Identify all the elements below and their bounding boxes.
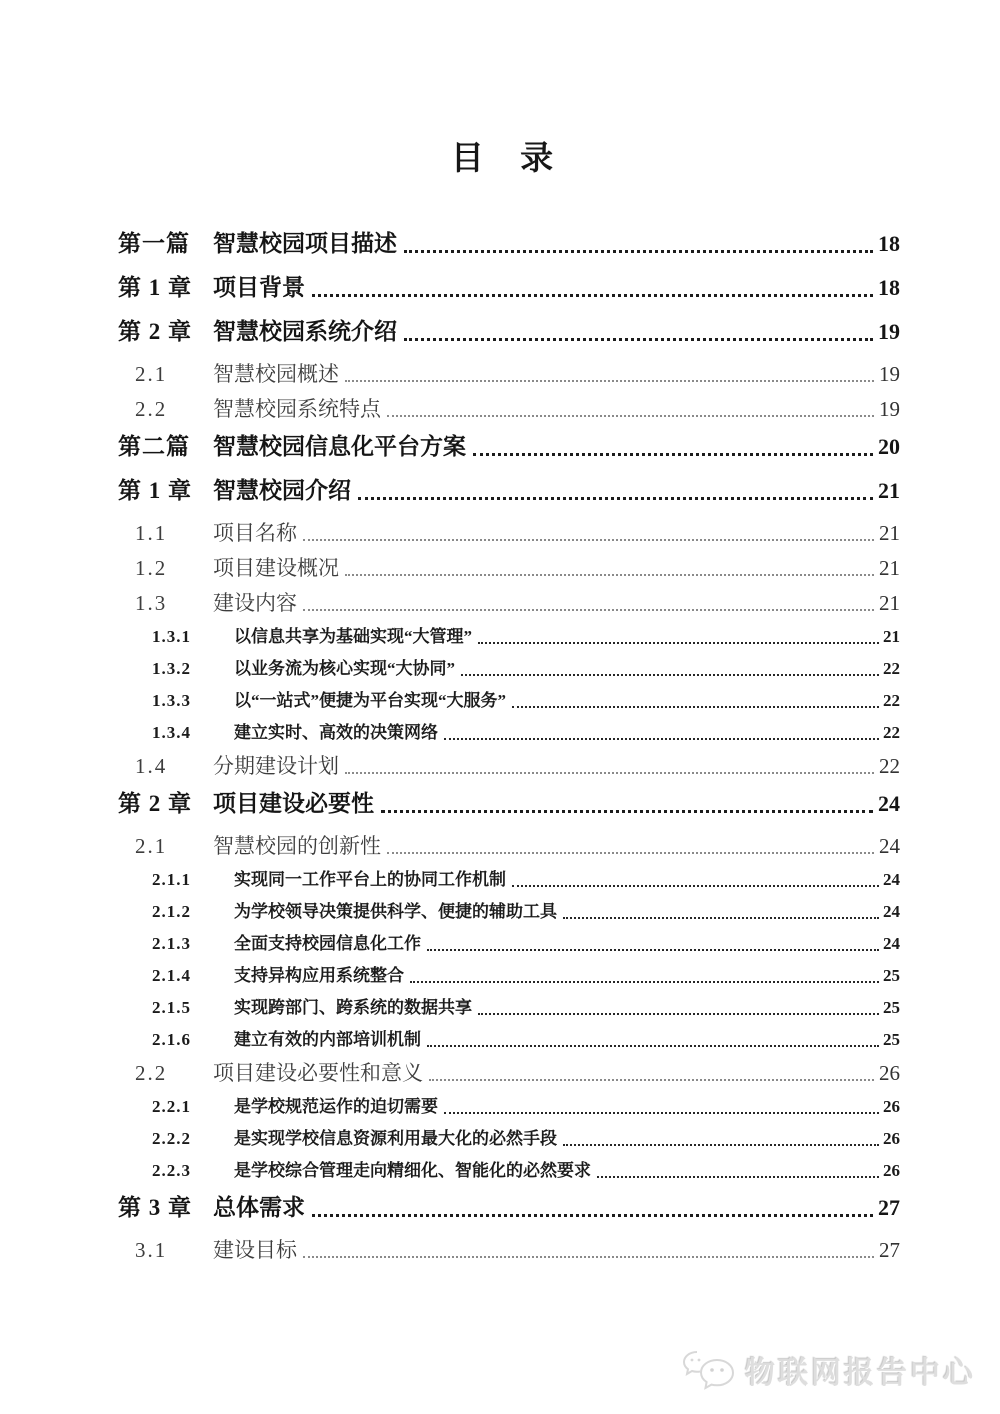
toc-entry-title: 智慧校园系统特点 <box>213 397 381 421</box>
toc-entry-number: 2.2.3 <box>152 1161 191 1180</box>
toc-entry-page: 26 <box>879 1061 900 1085</box>
dot-leader <box>444 1112 879 1114</box>
toc-entry-number: 2.1.1 <box>152 870 191 889</box>
toc-entry-number: 第 3 章 <box>118 1195 192 1220</box>
toc-entry-number: 第 1 章 <box>118 275 192 300</box>
toc-entry <box>118 931 900 957</box>
toc-entry <box>118 475 900 507</box>
toc-entry-title: 建立实时、高效的决策网络 <box>234 723 438 742</box>
toc-entry-page: 22 <box>883 659 900 678</box>
toc-entry-page: 18 <box>878 231 900 256</box>
toc-entry-page: 22 <box>879 754 900 778</box>
dot-leader <box>404 338 873 341</box>
toc-entry <box>118 554 900 582</box>
toc-entry <box>118 752 900 780</box>
toc-entry-title: 项目建设概况 <box>213 556 339 580</box>
toc-entry-number: 2.2 <box>135 1061 168 1085</box>
toc-entry-number: 2.2.2 <box>152 1129 191 1148</box>
wechat-bubbles-icon <box>681 1348 737 1392</box>
dot-leader <box>429 1079 874 1081</box>
dot-leader <box>303 539 874 541</box>
toc-entry <box>118 995 900 1021</box>
toc-entry-title: 智慧校园的创新性 <box>213 834 381 858</box>
toc-entry-number: 2.1 <box>135 362 168 386</box>
dot-leader <box>312 294 873 297</box>
toc-entry-title: 为学校领导决策提供科学、便捷的辅助工具 <box>234 902 557 921</box>
toc-entry <box>118 624 900 650</box>
toc-entry-page: 26 <box>883 1161 900 1180</box>
dot-leader <box>303 1256 874 1258</box>
toc-entry <box>118 832 900 860</box>
toc-entry-page: 22 <box>883 691 900 710</box>
toc-entry <box>118 589 900 617</box>
toc-entry-page: 21 <box>879 556 900 580</box>
toc-entry <box>118 272 900 304</box>
toc-entry-title: 建设内容 <box>213 591 297 615</box>
toc-entry-title: 项目名称 <box>213 521 297 545</box>
toc-entry-number: 3.1 <box>135 1238 168 1262</box>
toc-entry-number: 2.1.2 <box>152 902 191 921</box>
dot-leader <box>404 250 873 253</box>
dot-leader <box>410 981 879 983</box>
toc-entry-title: 以信息共享为基础实现“大管理” <box>234 627 472 646</box>
toc-entry-number: 2.1.4 <box>152 966 191 985</box>
toc-entry-number: 2.2 <box>135 397 168 421</box>
toc-entry-number: 1.1 <box>135 521 168 545</box>
toc-entry <box>118 788 900 820</box>
toc-entry-page: 27 <box>878 1195 900 1220</box>
dot-leader <box>563 1144 879 1146</box>
toc-entry <box>118 316 900 348</box>
toc-entry-page: 21 <box>879 591 900 615</box>
dot-leader <box>345 772 874 774</box>
toc-entry-title: 以“一站式”便捷为平台实现“大服务” <box>234 691 506 710</box>
toc-entry-title: 智慧校园项目描述 <box>213 231 397 256</box>
dot-leader <box>478 642 879 644</box>
toc-entry-title: 智慧校园介绍 <box>213 478 351 503</box>
dot-leader <box>563 917 879 919</box>
toc-entry-title: 项目背景 <box>213 275 305 300</box>
toc-entry <box>118 688 900 714</box>
dot-leader <box>478 1013 879 1015</box>
toc-entry-page: 24 <box>883 870 900 889</box>
dot-leader <box>381 810 873 813</box>
dot-leader <box>345 574 874 576</box>
toc-entry-title: 智慧校园信息化平台方案 <box>213 434 466 459</box>
watermark <box>681 1348 976 1392</box>
toc-entry <box>118 228 900 260</box>
toc-entry-title: 支持异构应用系统整合 <box>234 966 404 985</box>
dot-leader <box>387 415 874 417</box>
toc-entry-page: 18 <box>878 275 900 300</box>
toc-entry-page: 20 <box>878 434 900 459</box>
toc-entry-page: 21 <box>878 478 900 503</box>
toc-entry-title: 实现同一工作平台上的协同工作机制 <box>234 870 506 889</box>
toc-entry-page: 24 <box>883 934 900 953</box>
watermark-text: 物联网报告中心 <box>745 1357 976 1390</box>
toc-entry <box>118 431 900 463</box>
toc-entry <box>118 1236 900 1264</box>
toc-entry-title: 智慧校园概述 <box>213 362 339 386</box>
toc-entry <box>118 1192 900 1224</box>
dot-leader <box>303 609 874 611</box>
dot-leader <box>597 1176 879 1178</box>
toc-entry <box>118 395 900 423</box>
toc-entry-number: 1.3.2 <box>152 659 191 678</box>
toc-entry-number: 第一篇 <box>118 231 190 256</box>
toc-entry-number: 第二篇 <box>118 434 190 459</box>
toc-entry <box>118 1027 900 1053</box>
toc-entry-number: 1.2 <box>135 556 168 580</box>
toc-entry-number: 1.3.3 <box>152 691 191 710</box>
dot-leader <box>387 852 874 854</box>
toc-entry-title: 以业务流为核心实现“大协同” <box>234 659 455 678</box>
toc-entry <box>118 1094 900 1120</box>
toc-entry-number: 2.2.1 <box>152 1097 191 1116</box>
toc-entry <box>118 963 900 989</box>
toc-entry-page: 26 <box>883 1129 900 1148</box>
toc-entry-number: 1.3.4 <box>152 723 191 742</box>
toc-entry <box>118 519 900 547</box>
toc-entry-page: 27 <box>879 1238 900 1262</box>
toc-entry-page: 24 <box>878 791 900 816</box>
toc-entry-number: 第 2 章 <box>118 319 192 344</box>
toc-entry <box>118 720 900 746</box>
dot-leader <box>512 706 879 708</box>
toc-entry-number: 2.1.3 <box>152 934 191 953</box>
toc-entry-number: 2.1 <box>135 834 168 858</box>
toc-entry-page: 21 <box>879 521 900 545</box>
dot-leader <box>473 453 873 456</box>
toc-entry <box>118 656 900 682</box>
toc-entry <box>118 1059 900 1087</box>
dot-leader <box>345 380 874 382</box>
toc-entry <box>118 1126 900 1152</box>
dot-leader <box>427 949 879 951</box>
toc-entry-page: 25 <box>883 998 900 1017</box>
toc-entry <box>118 899 900 925</box>
toc-entry <box>118 867 900 893</box>
toc-entry-title: 建设目标 <box>213 1238 297 1262</box>
toc-entry-page: 22 <box>883 723 900 742</box>
dot-leader <box>444 738 879 740</box>
table-of-contents <box>118 228 900 1264</box>
dot-leader <box>358 497 873 500</box>
dot-leader <box>512 885 879 887</box>
dot-leader <box>461 674 879 676</box>
toc-entry-page: 24 <box>883 902 900 921</box>
toc-entry-page: 26 <box>883 1097 900 1116</box>
toc-entry-page: 24 <box>879 834 900 858</box>
toc-entry-page: 19 <box>879 397 900 421</box>
toc-entry-title: 项目建设必要性和意义 <box>213 1061 423 1085</box>
toc-entry-number: 第 2 章 <box>118 791 192 816</box>
toc-entry-title: 建立有效的内部培训机制 <box>234 1030 421 1049</box>
toc-entry-page: 19 <box>878 319 900 344</box>
toc-entry-title: 分期建设计划 <box>213 754 339 778</box>
toc-entry-title: 总体需求 <box>213 1195 305 1220</box>
dot-leader <box>312 1214 873 1217</box>
dot-leader <box>427 1045 879 1047</box>
toc-entry-title: 是学校综合管理走向精细化、智能化的必然要求 <box>234 1161 591 1180</box>
toc-entry-title: 是学校规范运作的迫切需要 <box>234 1097 438 1116</box>
toc-entry-title: 实现跨部门、跨系统的数据共享 <box>234 998 472 1017</box>
toc-entry-page: 19 <box>879 362 900 386</box>
toc-entry <box>118 1158 900 1184</box>
toc-entry-number: 1.4 <box>135 754 168 778</box>
page-title: 目 录 <box>450 141 568 177</box>
toc-entry-number: 1.3 <box>135 591 168 615</box>
toc-entry-number: 2.1.6 <box>152 1030 191 1049</box>
toc-entry-title: 智慧校园系统介绍 <box>213 319 397 344</box>
toc-entry-title: 项目建设必要性 <box>213 791 374 816</box>
toc-entry-page: 25 <box>883 966 900 985</box>
toc-entry-title: 是实现学校信息资源利用最大化的必然手段 <box>234 1129 557 1148</box>
toc-entry-page: 21 <box>883 627 900 646</box>
toc-entry-page: 25 <box>883 1030 900 1049</box>
toc-entry <box>118 360 900 388</box>
toc-entry-number: 2.1.5 <box>152 998 191 1017</box>
toc-entry-title: 全面支持校园信息化工作 <box>234 934 421 953</box>
toc-entry-number: 1.3.1 <box>152 627 191 646</box>
toc-entry-number: 第 1 章 <box>118 478 192 503</box>
